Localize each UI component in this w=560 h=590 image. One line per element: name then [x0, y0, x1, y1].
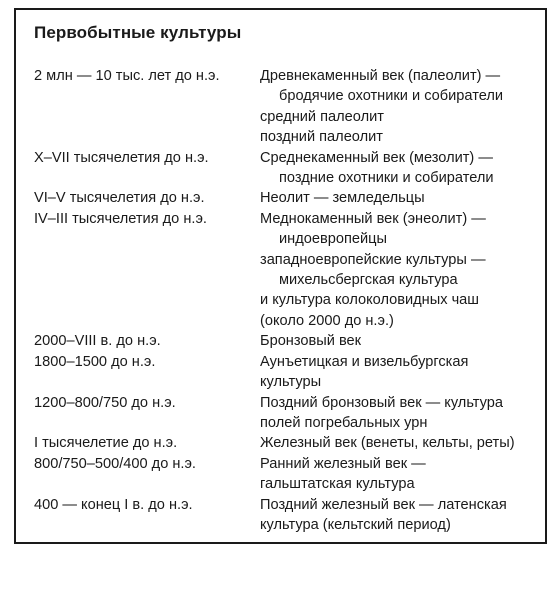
- table-row: [34, 454, 539, 495]
- page-title: Первобытные культуры: [34, 23, 242, 42]
- period-description: [260, 148, 539, 189]
- period-date: I тысячелетие до н.э.: [34, 435, 178, 452]
- description-line: Древнекаменный век (палеолит) —: [260, 68, 501, 84]
- period-date: IV–III тысячелетия до н.э.: [34, 210, 207, 227]
- period-description: [260, 352, 539, 393]
- description-line: михельсбергская культура: [279, 272, 458, 289]
- description-line: культуры: [260, 374, 322, 391]
- table-row: [34, 433, 539, 453]
- period-date: 400 — конец I в. до н.э.: [34, 496, 193, 513]
- table-row: [34, 495, 539, 536]
- period-description: [260, 495, 539, 536]
- chronology-table: [34, 66, 539, 535]
- description-line: Поздний бронзовый век — культура: [260, 394, 503, 411]
- description-line: индоевропейцы: [279, 231, 387, 248]
- description-line: Бронзовый век: [260, 333, 362, 350]
- description-line: западноевропейские культуры —: [260, 251, 486, 268]
- period-date: 1200–800/750 до н.э.: [34, 394, 176, 411]
- table-row: [34, 331, 539, 351]
- table-row: [34, 209, 539, 331]
- description-line: Ранний железный век —: [260, 455, 426, 472]
- description-line: Неолит — земледельцы: [260, 190, 425, 207]
- table-row: [34, 148, 539, 189]
- description-line: поздний палеолит: [260, 129, 383, 146]
- description-line: и культура колоколовидных чаш: [260, 292, 480, 309]
- period-description: [260, 454, 539, 495]
- period-description: [260, 331, 539, 351]
- period-description: [260, 66, 539, 148]
- description-line: средний палеолит: [260, 108, 384, 125]
- period-date: VI–V тысячелетия до н.э.: [34, 190, 205, 207]
- period-description: [260, 433, 539, 453]
- table-row: [34, 352, 539, 393]
- description-line: Железный век (венеты, кельты, реты): [260, 435, 515, 452]
- description-line: Поздний железный век — латенская: [260, 496, 507, 513]
- period-description: [260, 188, 539, 208]
- description-line: Среднекаменный век (мезолит) —: [260, 149, 493, 166]
- period-date: 2000–VIII в. до н.э.: [34, 333, 161, 350]
- description-line: бродячие охотники и собиратели: [279, 88, 504, 105]
- description-line: гальштатская культура: [260, 476, 415, 493]
- table-row: [34, 66, 539, 148]
- period-description: [260, 393, 539, 434]
- period-date: 1800–1500 до н.э.: [34, 353, 156, 370]
- period-date: X–VII тысячелетия до н.э.: [34, 149, 209, 166]
- period-date: 800/750–500/400 до н.э.: [34, 455, 196, 472]
- description-line: (около 2000 до н.э.): [260, 312, 394, 329]
- description-line: Аунъетицкая и визельбургская: [260, 353, 469, 370]
- description-line: Меднокаменный век (энеолит) —: [260, 210, 486, 227]
- table-row: [34, 393, 539, 434]
- period-date: 2 млн — 10 тыс. лет до н.э.: [34, 68, 220, 84]
- description-line: культура (кельтский период): [260, 516, 451, 533]
- table-frame: [14, 8, 547, 544]
- description-line: полей погребальных урн: [260, 414, 428, 431]
- period-description: [260, 209, 539, 331]
- table-row: [34, 188, 539, 208]
- description-line: поздние охотники и собиратели: [279, 170, 494, 187]
